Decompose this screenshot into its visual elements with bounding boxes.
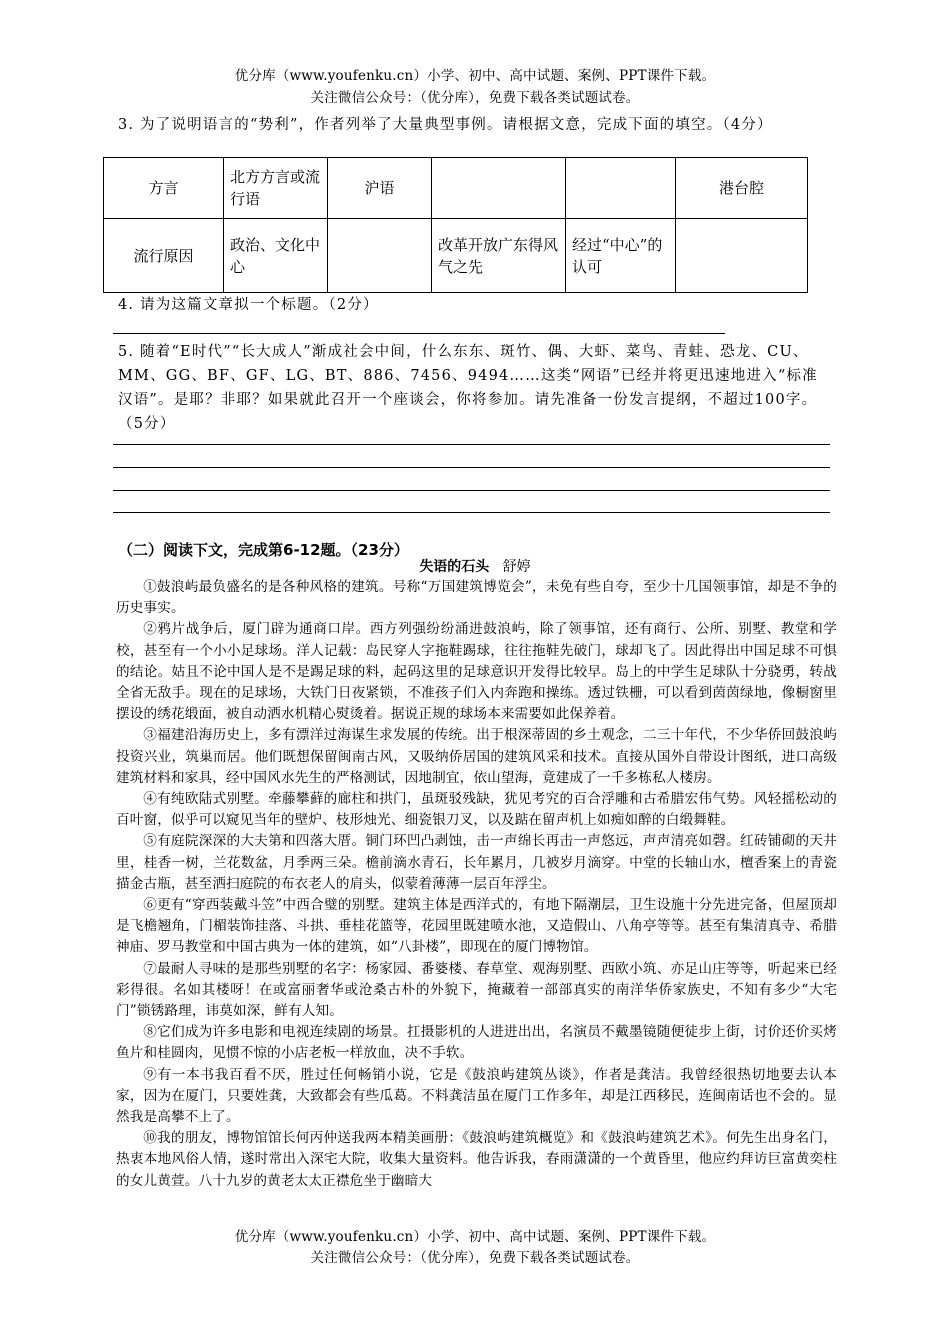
article-title-text: 失语的石头: [419, 559, 490, 575]
fill-in-table: [103, 157, 808, 293]
article-paragraph: ⑩我的朋友，博物馆馆长何丙仲送我两本精美画册：《鼓浪屿建筑概览》和《鼓浪屿建筑艺术》。何先生出身名门，热衷本地风俗人情，遂时常出入深宅大院，收集大量资料。他告诉我，春雨潇潇的一个黄昏里，他应约拜访巨富黄奕柱的女儿黄萱。八十九岁的黄老太太正襟危坐于幽暗大: [116, 1130, 837, 1189]
table-cell: 经过“中心”的认可: [566, 219, 676, 293]
answer-line[interactable]: [113, 512, 830, 513]
article-paragraph: ④有纯欧陆式别墅。牵藤攀藓的廊柱和拱门，虽斑驳残缺，犹见考究的百合浮雕和古希腊宏伟气势。风轻摇松动的百叶窗，似乎可以窥见当年的壁炉、枝形烛光、细瓷银刀叉，以及踮在留声机上如痴如醉的白缎舞鞋。: [116, 791, 837, 829]
article-paragraph: ③福建沿海历史上，多有漂洋过海谋生求发展的传统。出于根深蒂固的乡土观念，二三十年代，不少华侨回鼓浪屿投资兴业，筑巢而居。他们既想保留闽南古风，又吸纳侨居国的建筑风采和技术。直接从国外自带设计图纸，进口高级建筑材料和家具，经中国风水先生的严格测试，因地制宜，依山望海，竟建成了一千多栋私人楼房。: [116, 727, 837, 786]
page-footer-line-2: 关注微信公众号：（优分库），免费下载各类试题试卷。: [0, 1248, 950, 1268]
article-paragraph: ⑧它们成为许多电影和电视连续剧的场景。扛摄影机的人进进出出，名演员不戴墨镜随便徒步上街，讨价还价买烤鱼片和桂圆肉，见惯不惊的小店老板一样放血，决不手软。: [116, 1024, 837, 1062]
page-header-line-1: 优分库（www.youfenku.cn）小学、初中、高中试题、案例、PPT课件下载。: [234, 68, 716, 84]
table-row-reason: [104, 219, 808, 293]
article-paragraph: ①鼓浪屿最负盛名的是各种风格的建筑。号称“万国建筑博览会”，未免有些自夸，至少十几国领事馆，却是不争的历史事实。: [116, 579, 837, 617]
table-cell-blank[interactable]: [328, 219, 432, 293]
article-author: 舒婷: [502, 559, 531, 575]
article-paragraph: ⑦最耐人寻味的是那些别墅的名字：杨家园、番婆楼、春草堂、观海别墅、西欧小筑、亦足山庄等等，听起来已经彩得很。名如其楼呀！在或富丽奢华或沧桑古朴的外貌下，掩藏着一部部真实的南洋华侨家族史，不知有多少“大宅门”锁锈路理，讳莫如深，鲜有人知。: [116, 960, 837, 1020]
article-paragraph: ⑨有一本书我百看不厌，胜过任何畅销小说，它是《鼓浪屿建筑丛谈》，作者是龚洁。我曾经很热切地要去认本家，因为在厦门，只要姓龚，大致都会有些瓜葛。不料龚洁虽在厦门工作多年，却是江西移民，连闽南话也不会的。显然我是高攀不上了。: [116, 1066, 837, 1126]
question-3-text: 3. 为了说明语言的“势利”，作者列举了大量典型事例。请根据文意，完成下面的填空。（4分）: [118, 117, 773, 133]
article-title: [0, 557, 950, 577]
article-paragraph: ②鸦片战争后，厦门辟为通商口岸。西方列强纷纷涌进鼓浪屿，除了领事馆，还有商行、公所、别墅、教堂和学校，甚至有一个小小足球场。洋人记载：岛民穿人字拖鞋踢球，往往拖鞋先破门，球却飞了。因此得出中国足球不可惧的结论。姑且不论中国人是不是踢足球的料，起码这里的足球意识开发得比较早。岛上的中学生足球队十分骁勇，转战全省无敌手。现在的足球场，大铁门日夜紧锁，不准孩子们入内奔跑和操练。透过铁栅，可以看到茵茵绿地，像橱窗里摆设的绣花缎面，被自动洒水机精心熨烫着。据说正规的球场本来需要如此保养着。: [116, 621, 837, 723]
article-paragraph: ⑤有庭院深深的大夫第和四落大厝。铜门环凹凸剥蚀，击一声绵长再击一声悠远，声声清亮如磬。红砖铺砌的天井里，桂香一树，兰花数盆，月季两三朵。檐前滴水青石，长年累月，几被岁月滴穿。中堂的长轴山水，檀香案上的青瓷描金古瓶，甚至洒扫庭院的布衣老人的肩头，似蒙着薄薄一层百年浮尘。: [116, 833, 837, 892]
article-body: [116, 577, 837, 1192]
table-cell-blank[interactable]: [566, 158, 676, 219]
answer-line[interactable]: [113, 467, 830, 468]
table-cell: 沪语: [328, 158, 432, 219]
table-cell: 流行原因: [104, 219, 224, 293]
table-cell-blank[interactable]: [676, 219, 808, 293]
question-5-text: 5. 随着“E时代”“长大成人”渐成社会中间，什么东东、斑竹、偶、大虾、菜鸟、青蛙、恐龙、CU、MM、GG、BF、GF、LG、BT、886、7456、9494……这类“网语”已经并将更迅速地进入“标准汉语”。是耶？非耶？如果就此召开一个座谈会，你将参加。请先准备一份发言提纲，不超过100字。（5分）: [118, 344, 818, 432]
article-paragraph: ⑥更有“穿西装戴斗笠”中西合璧的别墅。建筑主体是西洋式的，有地下隔潮层，卫生设施十分先进完备，但屋顶却是飞檐翘角，门楣装饰挂落、斗拱、垂桂花篮等，花园里既建喷水池，又造假山、八角亭等等。甚至有集清真寺、希腊神庙、罗马教堂和中国古典为一体的建筑，如“八卦楼”，即现在的厦门博物馆。: [116, 897, 837, 956]
table-row-dialect: [104, 158, 808, 219]
table-cell: 方言: [104, 158, 224, 219]
section-2-heading: （二）阅读下文，完成第6-12题。（23分）: [118, 541, 409, 559]
answer-line[interactable]: [113, 444, 830, 445]
answer-line[interactable]: [113, 490, 830, 491]
table-cell: 港台腔: [676, 158, 808, 219]
table-cell: 政治、文化中心: [224, 219, 328, 293]
table-cell: 北方方言或流行语: [224, 158, 328, 219]
table-cell: 改革开放广东得风气之先: [432, 219, 566, 293]
table-cell-blank[interactable]: [432, 158, 566, 219]
page-header-line-2: 关注微信公众号：（优分库），免费下载各类试题试卷。: [310, 90, 640, 106]
page-footer-line-1: 优分库（www.youfenku.cn）小学、初中、高中试题、案例、PPT课件下载。: [0, 1227, 950, 1247]
question-4-text: 4. 请为这篇文章拟一个标题。（2分）: [118, 297, 379, 313]
answer-line[interactable]: [113, 333, 725, 334]
